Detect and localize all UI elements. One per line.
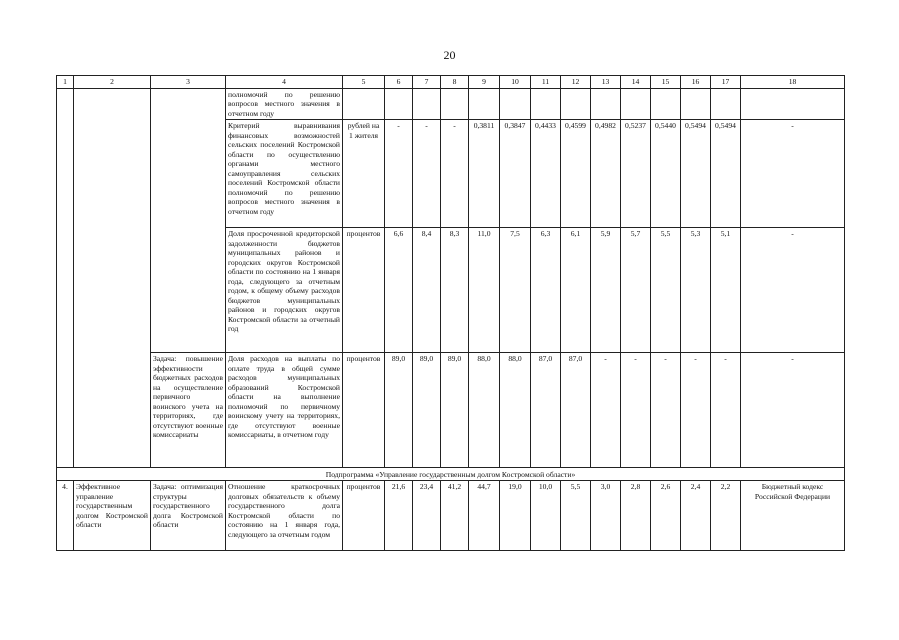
basis-cell [741, 89, 845, 120]
value-cell [385, 89, 413, 120]
value-cell: - [413, 120, 441, 228]
value-cell: - [385, 120, 413, 228]
value-cell: 0,4433 [531, 120, 561, 228]
value-cell: 0,5237 [621, 120, 651, 228]
value-cell [591, 89, 621, 120]
value-cell: 0,5440 [651, 120, 681, 228]
table-cell [74, 89, 151, 468]
value-cell: 6,6 [385, 228, 413, 353]
header-cell: 17 [711, 76, 741, 89]
table-cell [57, 89, 74, 468]
basis-cell: Бюджетный кодекс Российской Федерации [741, 481, 845, 551]
value-cell: - [711, 353, 741, 468]
value-cell: 8,3 [441, 228, 469, 353]
header-cell: 9 [469, 76, 500, 89]
value-cell: 7,5 [500, 228, 531, 353]
value-cell [469, 89, 500, 120]
value-cell: 21,6 [385, 481, 413, 551]
indicator-cell: полномочий по решению вопросов местного значения в отчетном году [226, 89, 343, 120]
value-cell [531, 89, 561, 120]
value-cell: 2,6 [651, 481, 681, 551]
value-cell [500, 89, 531, 120]
value-cell: - [441, 120, 469, 228]
value-cell: 2,2 [711, 481, 741, 551]
value-cell: 0,5494 [681, 120, 711, 228]
value-cell: 2,8 [621, 481, 651, 551]
value-cell: 89,0 [441, 353, 469, 468]
value-cell [711, 89, 741, 120]
table-cell [151, 89, 226, 353]
unit-cell: процентов [343, 353, 385, 468]
row-number-cell: 4. [57, 481, 74, 551]
value-cell: 87,0 [531, 353, 561, 468]
value-cell: 5,5 [561, 481, 591, 551]
value-cell: 23,4 [413, 481, 441, 551]
value-cell: 3,0 [591, 481, 621, 551]
value-cell [561, 89, 591, 120]
indicator-cell: Доля просроченной кредиторской задолженности бюджетов муниципальных районов и городских округов Костромской области по состоянию на 1 января года, следующего за отчетным годом, к общему объему расходов бюджетов муниципальных районов и городских округов Костромской области за отчетный год [226, 228, 343, 353]
indicators-table [56, 75, 845, 551]
value-cell: 88,0 [500, 353, 531, 468]
value-cell: - [621, 353, 651, 468]
value-cell: - [651, 353, 681, 468]
value-cell: 8,4 [413, 228, 441, 353]
basis-cell: - [741, 228, 845, 353]
header-cell: 13 [591, 76, 621, 89]
value-cell: 88,0 [469, 353, 500, 468]
value-cell: 2,4 [681, 481, 711, 551]
value-cell: - [681, 353, 711, 468]
table-row [57, 481, 845, 551]
indicator-cell: Отношение краткосрочных долговых обязательств к объему государственного долга Костромской области по состоянию на 1 января года, следующего за отчетным годом [226, 481, 343, 551]
value-cell: 6,1 [561, 228, 591, 353]
basis-cell: - [741, 353, 845, 468]
value-cell: 89,0 [413, 353, 441, 468]
value-cell [681, 89, 711, 120]
value-cell: 41,2 [441, 481, 469, 551]
indicator-cell: Критерий выравнивания финансовых возможностей сельских поселений Костромской области по осуществлению органами местного самоуправления сельских поселений Костромской области полномочий по решению вопросов местного значения в отчетном году [226, 120, 343, 228]
header-row [57, 76, 845, 89]
header-cell: 18 [741, 76, 845, 89]
header-cell: 15 [651, 76, 681, 89]
value-cell [413, 89, 441, 120]
value-cell: 11,0 [469, 228, 500, 353]
value-cell: 5,5 [651, 228, 681, 353]
value-cell: 87,0 [561, 353, 591, 468]
value-cell: 0,4982 [591, 120, 621, 228]
value-cell: 89,0 [385, 353, 413, 468]
unit-cell: процентов [343, 228, 385, 353]
header-cell: 7 [413, 76, 441, 89]
header-cell: 4 [226, 76, 343, 89]
value-cell: 0,4599 [561, 120, 591, 228]
value-cell: 5,7 [621, 228, 651, 353]
header-cell: 5 [343, 76, 385, 89]
header-cell: 11 [531, 76, 561, 89]
value-cell [441, 89, 469, 120]
table-row [57, 89, 845, 120]
header-cell: 10 [500, 76, 531, 89]
header-cell: 1 [57, 76, 74, 89]
value-cell: 5,1 [711, 228, 741, 353]
header-cell: 12 [561, 76, 591, 89]
value-cell [621, 89, 651, 120]
subprogram-title: Подпрограмма «Управление государственным долгом Костромской области» [57, 468, 845, 481]
value-cell: 10,0 [531, 481, 561, 551]
value-cell: 5,3 [681, 228, 711, 353]
task-cell: Задача: повышение эффективности бюджетных расходов на осуществление первичного воинского учета на территориях, где отсутствуют военные комиссариаты [151, 353, 226, 468]
task-cell: Задача: оптимизация структуры государственного долга Костромской области [151, 481, 226, 551]
value-cell: 6,3 [531, 228, 561, 353]
unit-cell: рублей на 1 жителя [343, 120, 385, 228]
header-cell: 2 [74, 76, 151, 89]
value-cell: 19,0 [500, 481, 531, 551]
value-cell [651, 89, 681, 120]
unit-cell: процентов [343, 481, 385, 551]
header-cell: 14 [621, 76, 651, 89]
basis-cell: - [741, 120, 845, 228]
table-row [57, 353, 845, 468]
value-cell: 44,7 [469, 481, 500, 551]
indicator-cell: Доля расходов на выплаты по оплате труда в общей сумме расходов муниципальных образований Костромской области на выполнение полномочий по первичному воинскому учету на территориях, где отсутствуют военные комиссариаты, в отчетном году [226, 353, 343, 468]
unit-cell [343, 89, 385, 120]
value-cell: 5,9 [591, 228, 621, 353]
value-cell: 0,3811 [469, 120, 500, 228]
header-cell: 3 [151, 76, 226, 89]
header-cell: 16 [681, 76, 711, 89]
value-cell: 0,5494 [711, 120, 741, 228]
value-cell: 0,3847 [500, 120, 531, 228]
goal-cell: Эффективное управление государственным долгом Костромской области [74, 481, 151, 551]
page-number: 20 [443, 48, 456, 62]
subprogram-row [57, 468, 845, 481]
value-cell: - [591, 353, 621, 468]
header-cell: 8 [441, 76, 469, 89]
header-cell: 6 [385, 76, 413, 89]
